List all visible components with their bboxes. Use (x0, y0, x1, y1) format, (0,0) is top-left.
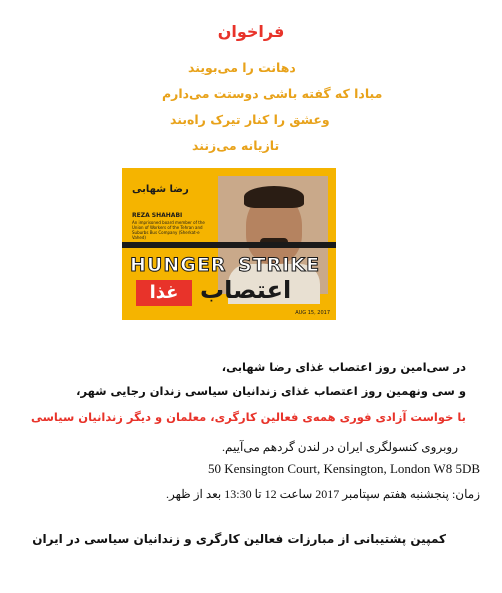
poster-headline-etesab: اعتصاب (200, 276, 292, 304)
body-line-demand: با خواست آزادی فوری همه‌ی فعالین کارگری، معلمان و دیگر زندانیان سیاسی (30, 410, 466, 424)
poem-line-4: تازیانه می‌زنند (192, 138, 280, 153)
meeting-place: روبروی کنسولگری ایران در لندن گردهم می‌آییم. (222, 440, 458, 454)
portrait-hair (244, 186, 304, 208)
campaign-signature: کمپین پشتیبانی از مبارزات فعالین کارگری و زندانیان سیاسی در ایران (32, 532, 446, 546)
poem-line-2: مبادا که گفته باشی دوستت می‌دارم (162, 86, 383, 101)
poster-blurb: An imprisoned board member of the Union of Workers of the Tehran and Suburbs Bus Company (Sherkat-e Vahed) (132, 220, 205, 240)
poster-name-en: REZA SHAHABI (132, 212, 183, 219)
poster-headline-ghaza: غذا (136, 280, 192, 306)
hunger-strike-poster (122, 168, 336, 320)
poster-headline-strike: STRIKE (238, 254, 321, 276)
address: 50 Kensington Court, Kensington, London W8 5DB (207, 461, 480, 476)
body-line-1: در سی‌امین روز اعتصاب غذای رضا شهابی، (221, 360, 466, 374)
poster-stripe (122, 242, 336, 248)
body-line-2: و سی ونهمین روز اعتصاب غذای زندانیان سیاسی زندان رجایی شهر، (76, 384, 466, 398)
poem-line-1: دهانت را می‌بویند (188, 60, 296, 75)
poster-headline-hunger: HUNGER (130, 254, 227, 276)
event-time: زمان: پنجشنبه هفتم سپتامبر 2017 ساعت 12 تا 13:30 بعد از ظهر. (165, 487, 480, 501)
poem-line-3: وعشق را کنار تیرک راه‌بند (170, 112, 330, 127)
page-title: فراخوان (217, 22, 285, 41)
poster-name-fa: رضا شهابی (132, 184, 189, 195)
poster-date: AUG 15, 2017 (295, 310, 330, 316)
